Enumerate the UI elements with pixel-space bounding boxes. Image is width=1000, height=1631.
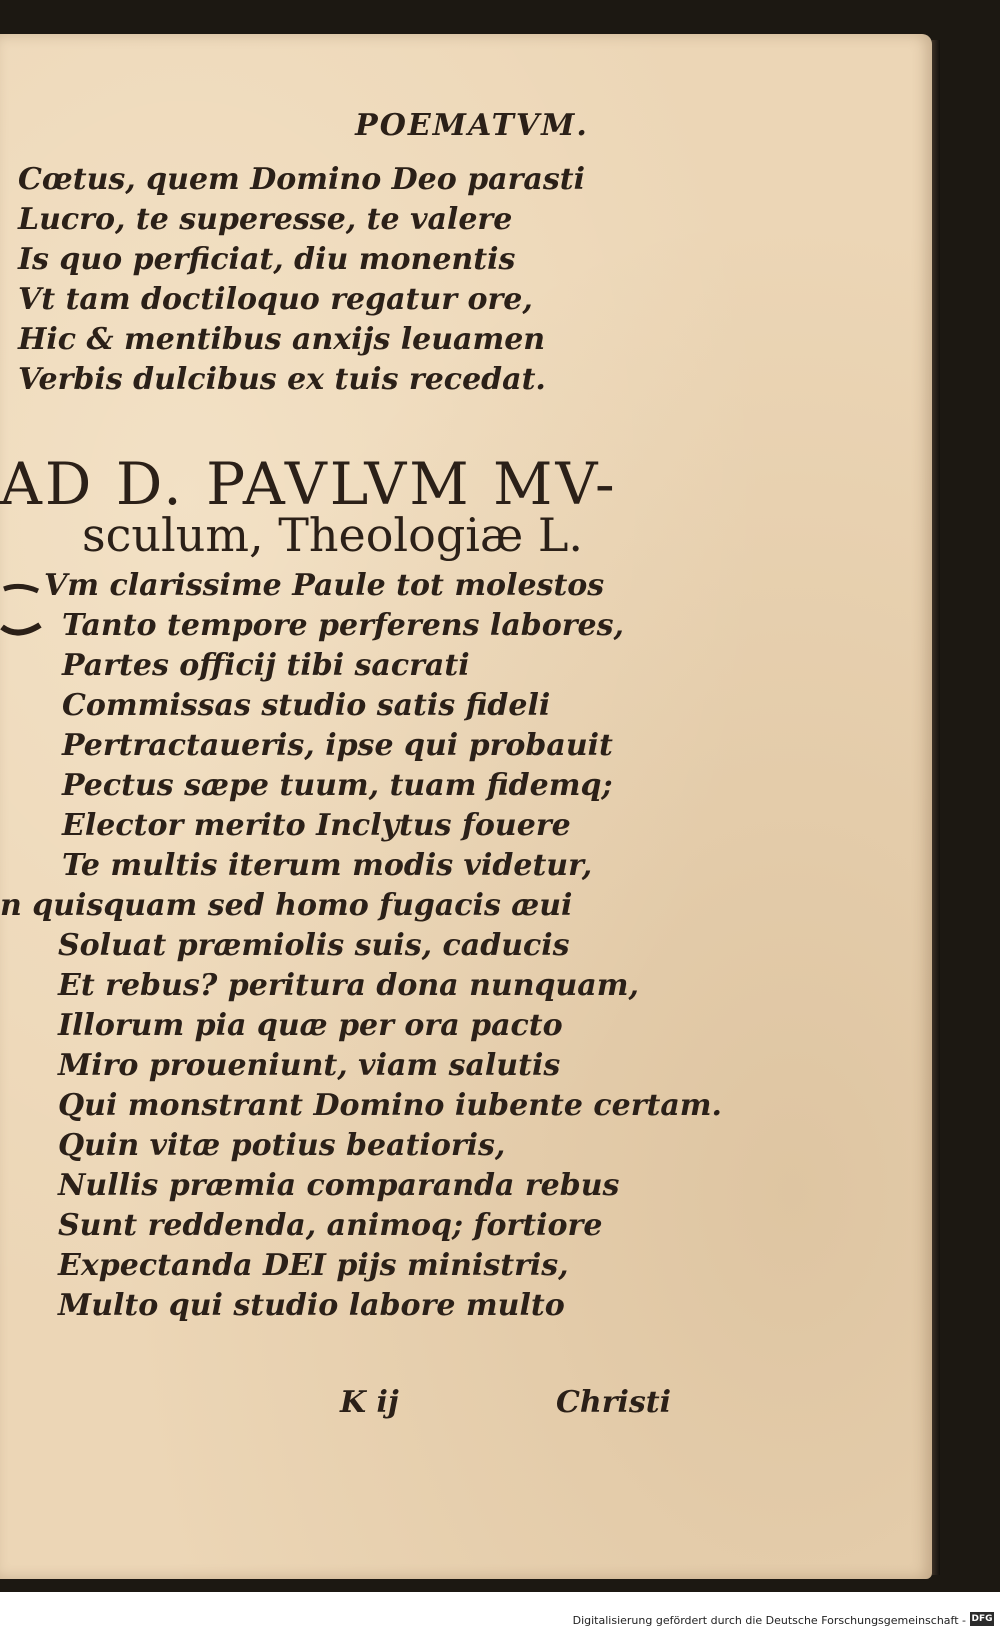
digitization-credit: Digitalisierung gefördert durch die Deutsche Forschungsgemeinschaft -: [572, 1614, 966, 1627]
poem-line: Multo qui studio labore multo: [58, 1288, 565, 1323]
stanza-line: Hic & mentibus anxijs leuamen: [18, 322, 546, 357]
poem-line: Pectus sæpe tuum, tuam fidemq;: [62, 768, 613, 803]
poem-line: Expectanda DEI pijs ministris,: [58, 1248, 569, 1283]
poem-line: Soluat præmiolis suis, caducis: [58, 928, 570, 963]
drop-cap-initial-icon: [0, 583, 44, 643]
poem-line: n quisquam sed homo fugacis æui: [0, 888, 573, 923]
poem-line: Tanto tempore perferens labores,: [62, 608, 624, 643]
stanza-line: Is quo perficiat, diu monentis: [18, 242, 516, 277]
poem-line: Et rebus? peritura dona nunquam,: [58, 968, 639, 1003]
poem-title-line-2: sculum, Theologiæ L.: [82, 508, 584, 562]
poem-line: Pertractaueris, ipse qui probauit: [62, 728, 613, 763]
stanza-line: Lucro, te superesse, te valere: [18, 202, 513, 237]
dfg-logo: DFG: [971, 1614, 993, 1624]
poem-line: Qui monstrant Domino iubente certam.: [58, 1088, 722, 1123]
poem-line: Vm clarissime Paule tot molestos: [44, 568, 605, 603]
signature-mark: K ij: [340, 1385, 399, 1420]
catchword: Christi: [556, 1385, 672, 1420]
stanza-line: Vt tam doctiloquo regatur ore,: [18, 282, 533, 317]
poem-line: Nullis præmia comparanda rebus: [58, 1168, 620, 1203]
poem-line: Sunt reddenda, animoq; fortiore: [58, 1208, 603, 1243]
poem-line: Elector merito Inclytus fouere: [62, 808, 571, 843]
page-edge: [932, 40, 940, 1575]
stanza-line: Verbis dulcibus ex tuis recedat.: [18, 362, 546, 397]
poem-line: Illorum pia quæ per ora pacto: [58, 1008, 563, 1043]
poem-line: Quin vitæ potius beatioris,: [58, 1128, 506, 1163]
poem-line: Partes officij tibi sacrati: [62, 648, 470, 683]
poem-line: Te multis iterum modis videtur,: [62, 848, 593, 883]
running-header: POEMATVM.: [355, 108, 589, 143]
poem-line: Miro proueniunt, viam salutis: [58, 1048, 561, 1083]
poem-line: Commissas studio satis fideli: [62, 688, 551, 723]
stanza-line: Cœtus, quem Domino Deo parasti: [18, 162, 586, 197]
poem-title-line-1: AD D. PAVLVM MV-: [0, 450, 618, 518]
